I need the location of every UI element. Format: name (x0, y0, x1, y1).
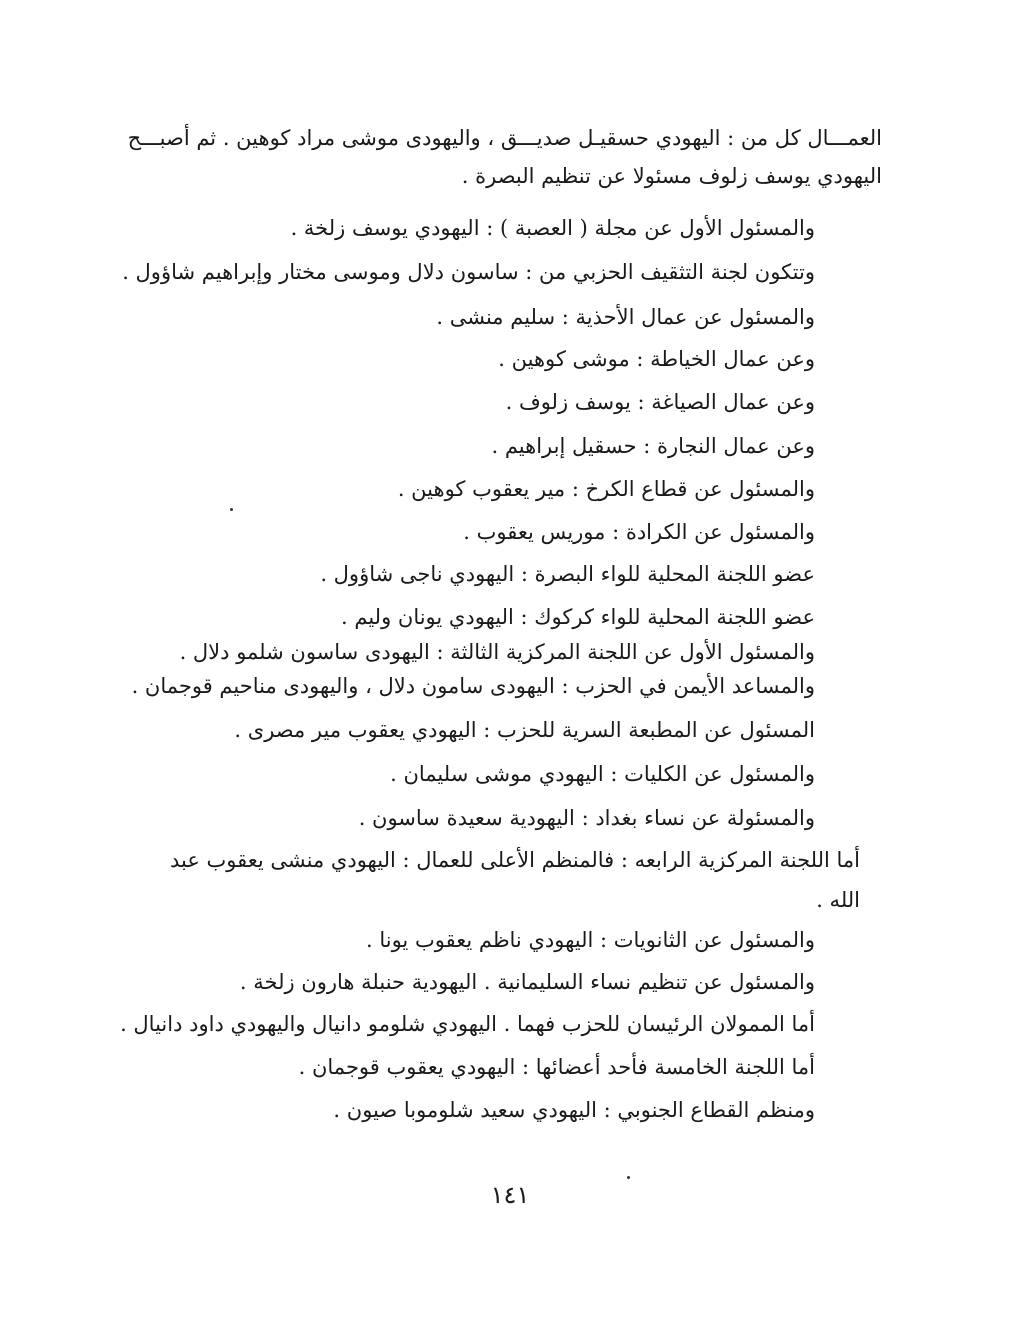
text-line: والمسئول عن عمال الأحذية : سليم منشى . (436, 305, 815, 329)
text-line: أما اللجنة الخامسة فأحد أعضائها : اليهودي يعقوب قوجمان . (298, 1055, 815, 1079)
paragraph-line: العمـــال كل من : اليهودي حسقيـل صديـــق ، واليهودى موشى مراد كوهين . ثم أصبـــح (127, 126, 882, 150)
text-line: وعن عمال الخياطة : موشى كوهين . (498, 347, 815, 371)
text-line: عضو اللجنة المحلية للواء كركوك : اليهودي يونان وليم . (341, 605, 815, 629)
text-line: وعن عمال النجارة : حسقيل إبراهيم . (491, 434, 815, 458)
text-line: أما الممولان الرئيسان للحزب فهما . اليهودي شلومو دانيال واليهودي داود دانيال . (120, 1012, 815, 1036)
text-line: والمسئول عن الكليات : اليهودي موشى سليمان . (390, 762, 815, 786)
text-line: والمسئول الأول عن اللجنة المركزية الثالثة : اليهودى ساسون شلمو دلال . (179, 640, 815, 664)
scan-speck (230, 508, 233, 511)
text-line: ومنظم القطاع الجنوبي : اليهودي سعيد شلوموبا صيون . (333, 1098, 815, 1122)
text-line: المسئول عن المطبعة السرية للحزب : اليهودي يعقوب مير مصرى . (234, 718, 815, 742)
page-number: ١٤١ (490, 1181, 530, 1209)
text-line: والمسئولة عن نساء بغداد : اليهودية سعيدة ساسون . (358, 806, 815, 830)
text-line: وتتكون لجنة التثقيف الحزبي من : ساسون دلال وموسى مختار وإبراهيم شاؤول . (122, 260, 815, 284)
text-line: والمسئول عن الثانويات : اليهودي ناظم يعقوب يونا . (365, 928, 815, 952)
text-line: والمسئول عن قطاع الكرخ : مير يعقوب كوهين . (397, 477, 815, 501)
text-line: عضو اللجنة المحلية للواء البصرة : اليهودي ناجى شاؤول . (320, 562, 815, 586)
paragraph-line: اليهودي يوسف زلوف مسئولا عن تنظيم البصرة . (461, 164, 882, 188)
text-line: والمسئول عن تنظيم نساء السليمانية . اليهودية حنبلة هارون زلخة . (239, 970, 815, 994)
scan-speck (627, 1176, 630, 1179)
text-line: والمسئول عن الكرادة : موريس يعقوب . (463, 520, 815, 544)
text-line: والمسئول الأول عن مجلة ( العصبة ) : اليهودي يوسف زلخة . (290, 216, 815, 240)
text-line: أما اللجنة المركزية الرابعه : فالمنظم الأعلى للعمال : اليهودي منشى يعقوب عبد (169, 848, 860, 872)
text-line: والمساعد الأيمن في الحزب : اليهودى سامون دلال ، واليهودى مناحيم قوجمان . (131, 674, 815, 698)
text-line: الله . (816, 888, 860, 912)
text-line: وعن عمال الصياغة : يوسف زلوف . (505, 390, 815, 414)
